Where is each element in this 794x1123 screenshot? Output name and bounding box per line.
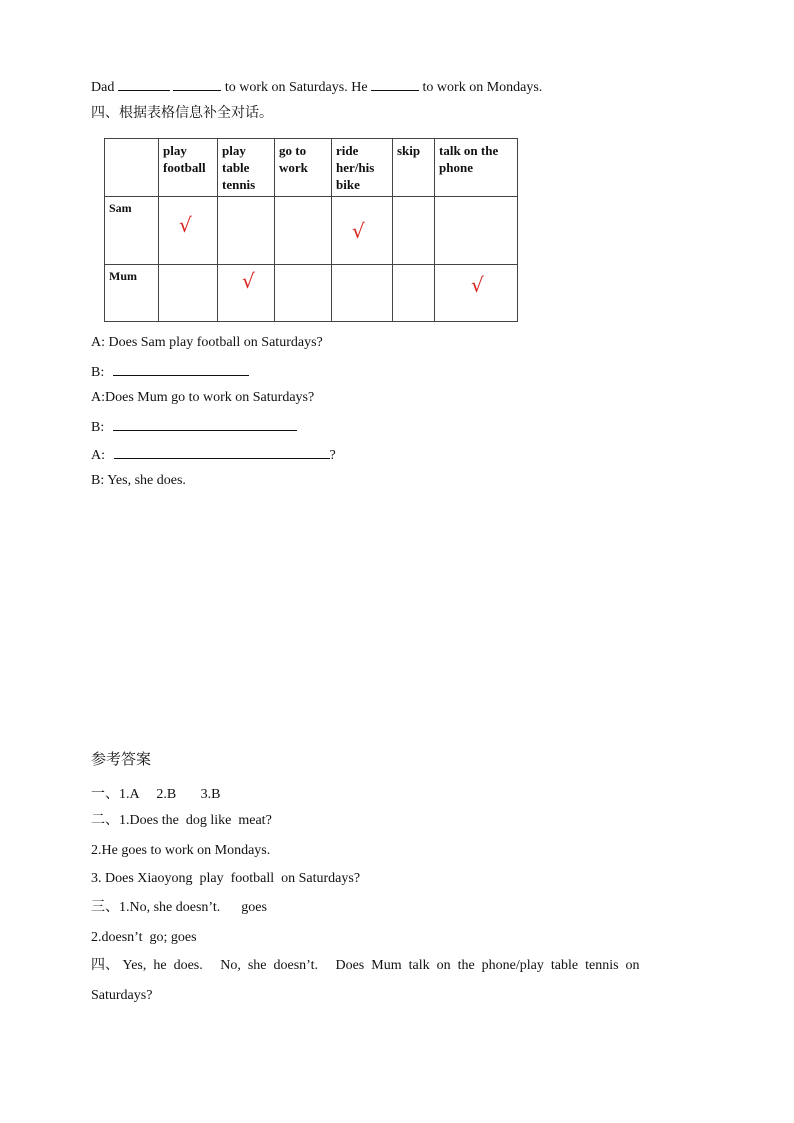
top-sentence-part2: to work on Saturdays. He bbox=[224, 80, 368, 95]
dialogue-line bbox=[91, 445, 336, 465]
check-mark-icon: √ bbox=[242, 269, 255, 293]
dialogue-line: A:Does Mum go to work on Saturdays? bbox=[91, 390, 315, 405]
table-header-cell: go to work bbox=[275, 139, 332, 197]
check-mark-icon: √ bbox=[471, 273, 484, 297]
table-row-sam bbox=[105, 197, 518, 265]
top-sentence bbox=[91, 77, 542, 97]
speaker-label: A: bbox=[91, 448, 105, 463]
answer-line: 2.doesn’t go; goes bbox=[91, 930, 197, 945]
section-4-heading: 四、根据表格信息补全对话。 bbox=[91, 105, 273, 121]
table-cell bbox=[332, 197, 393, 265]
table-cell bbox=[159, 265, 218, 322]
table-header-row bbox=[105, 139, 518, 197]
answer-line: 2.He goes to work on Mondays. bbox=[91, 843, 271, 858]
table-header-cell: talk on the phone bbox=[435, 139, 518, 197]
dialogue-line bbox=[91, 417, 297, 437]
table-cell bbox=[218, 197, 275, 265]
table-cell bbox=[332, 265, 393, 322]
table-header-cell: ride her/his bike bbox=[332, 139, 393, 197]
answer-blank[interactable] bbox=[113, 362, 249, 376]
table-cell bbox=[275, 265, 332, 322]
answer-line: 一、1.A 2.B 3.B bbox=[91, 787, 221, 802]
check-mark-icon: √ bbox=[352, 219, 365, 243]
question-mark: ? bbox=[329, 448, 336, 463]
answer-line: 三、1.No, she doesn’t. goes bbox=[91, 900, 267, 915]
answer-line: 3. Does Xiaoyong play football on Saturdays? bbox=[91, 871, 361, 886]
row-name: Mum bbox=[105, 265, 159, 322]
speaker-label: B: bbox=[91, 365, 105, 380]
table-header-cell bbox=[105, 139, 159, 197]
check-mark-icon: √ bbox=[179, 213, 192, 237]
dialogue-line: A: Does Sam play football on Saturdays? bbox=[91, 335, 323, 350]
activity-table bbox=[104, 138, 518, 322]
answer-line: 二、1.Does the dog like meat? bbox=[91, 813, 272, 828]
answer-blank[interactable] bbox=[113, 417, 297, 431]
dialogue-line: B: Yes, she does. bbox=[91, 473, 186, 488]
answer-blank[interactable] bbox=[118, 77, 170, 91]
row-name: Sam bbox=[105, 197, 159, 265]
table-cell bbox=[218, 265, 275, 322]
top-sentence-part1: Dad bbox=[91, 80, 115, 95]
table-header-cell: play football bbox=[159, 139, 218, 197]
answers-title: 参考答案 bbox=[91, 750, 152, 768]
table-cell bbox=[159, 197, 218, 265]
answer-line: Saturdays? bbox=[91, 988, 153, 1003]
dialogue-line bbox=[91, 362, 249, 382]
table-cell bbox=[393, 265, 435, 322]
speaker-label: B: bbox=[91, 420, 105, 435]
table-header-cell: play table tennis bbox=[218, 139, 275, 197]
answer-blank[interactable] bbox=[173, 77, 221, 91]
table-cell bbox=[435, 265, 518, 322]
table-row-mum bbox=[105, 265, 518, 322]
top-sentence-part3: to work on Mondays. bbox=[422, 80, 543, 95]
table-header-cell: skip bbox=[393, 139, 435, 197]
answer-line: 四、 Yes, he does. No, she doesn’t. Does Mum talk on the phone/play table tennis on bbox=[91, 958, 640, 973]
table-cell bbox=[275, 197, 332, 265]
table-cell bbox=[393, 197, 435, 265]
answer-blank[interactable] bbox=[371, 77, 419, 91]
table-cell bbox=[435, 197, 518, 265]
answer-blank[interactable] bbox=[114, 445, 330, 459]
